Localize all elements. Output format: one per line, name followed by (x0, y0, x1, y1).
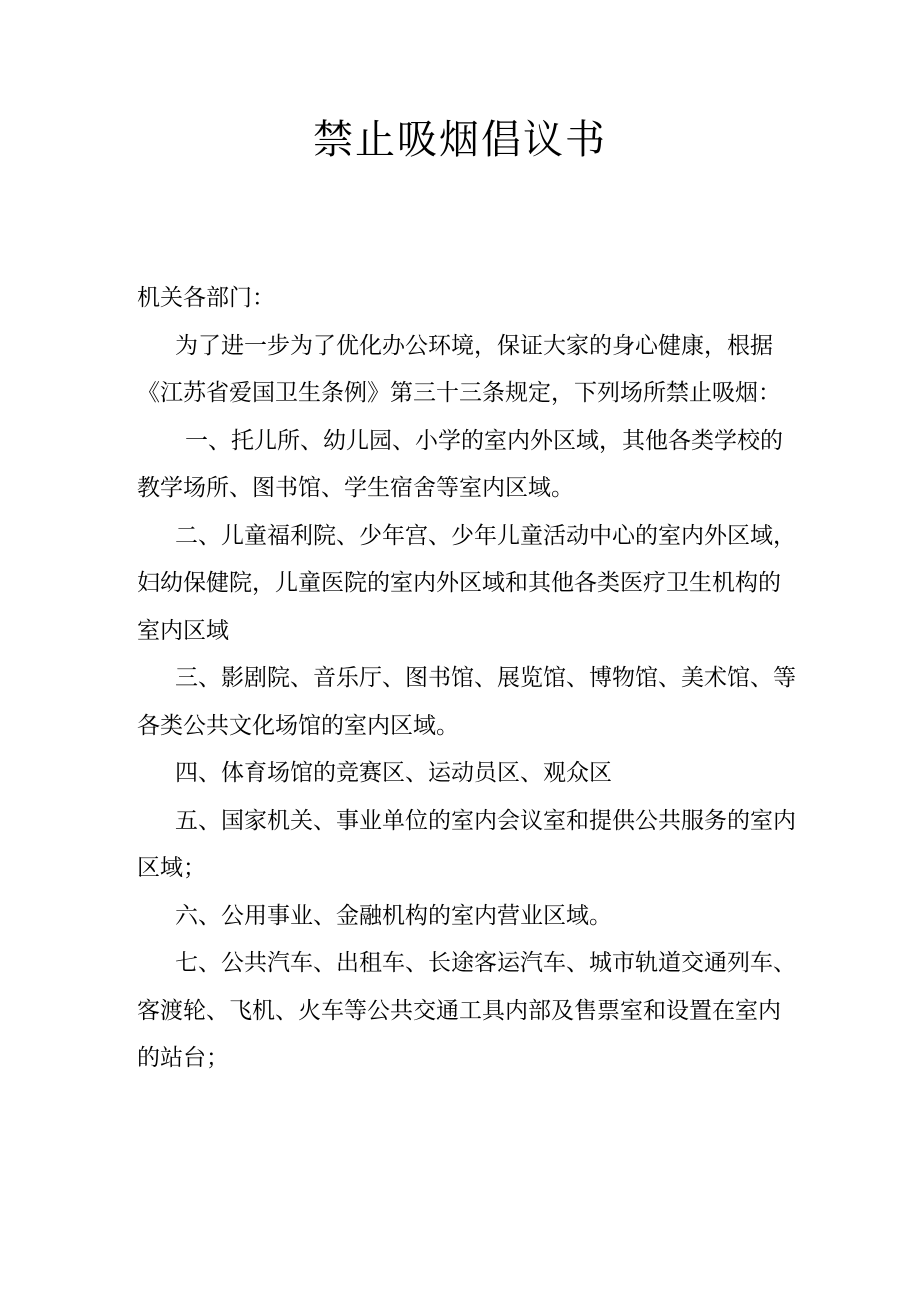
list-item: 三、影剧院、音乐厅、图书馆、展览馆、博物馆、美术馆、等各类公共文化场馆的室内区域。 (137, 665, 796, 739)
list-item: 五、国家机关、事业单位的室内会议室和提供公共服务的室内区域； (137, 807, 796, 881)
document-body (137, 275, 797, 1083)
list-item: 二、儿童福利院、少年宫、少年儿童活动中心的室内外区域，妇幼保健院，儿童医院的室内外区域和其他各类医疗卫生机构的室内区域 (137, 522, 796, 644)
document-title: 禁止吸烟倡议书 (313, 117, 607, 163)
list-item: 六、公用事业、金融机构的室内营业区域。 (175, 902, 612, 929)
list-item: 七、公共汽车、出租车、长途客运汽车、城市轨道交通列车、客渡轮、飞机、火车等公共交通工具内部及售票室和设置在室内的站台； (137, 950, 796, 1071)
salutation: 机关各部门： (137, 285, 275, 311)
intro-paragraph: 为了进一步为了优化办公环境，保证大家的身心健康，根据《江苏省爱国卫生条例》第三十三条规定，下列场所禁止吸烟： (137, 332, 781, 406)
list-item: 一、托儿所、幼儿园、小学的室内外区域，其他各类学校的教学场所、图书馆、学生宿舍等室内区域。 (137, 427, 783, 501)
list-item: 四、体育场馆的竞赛区、运动员区、观众区 (175, 760, 612, 786)
